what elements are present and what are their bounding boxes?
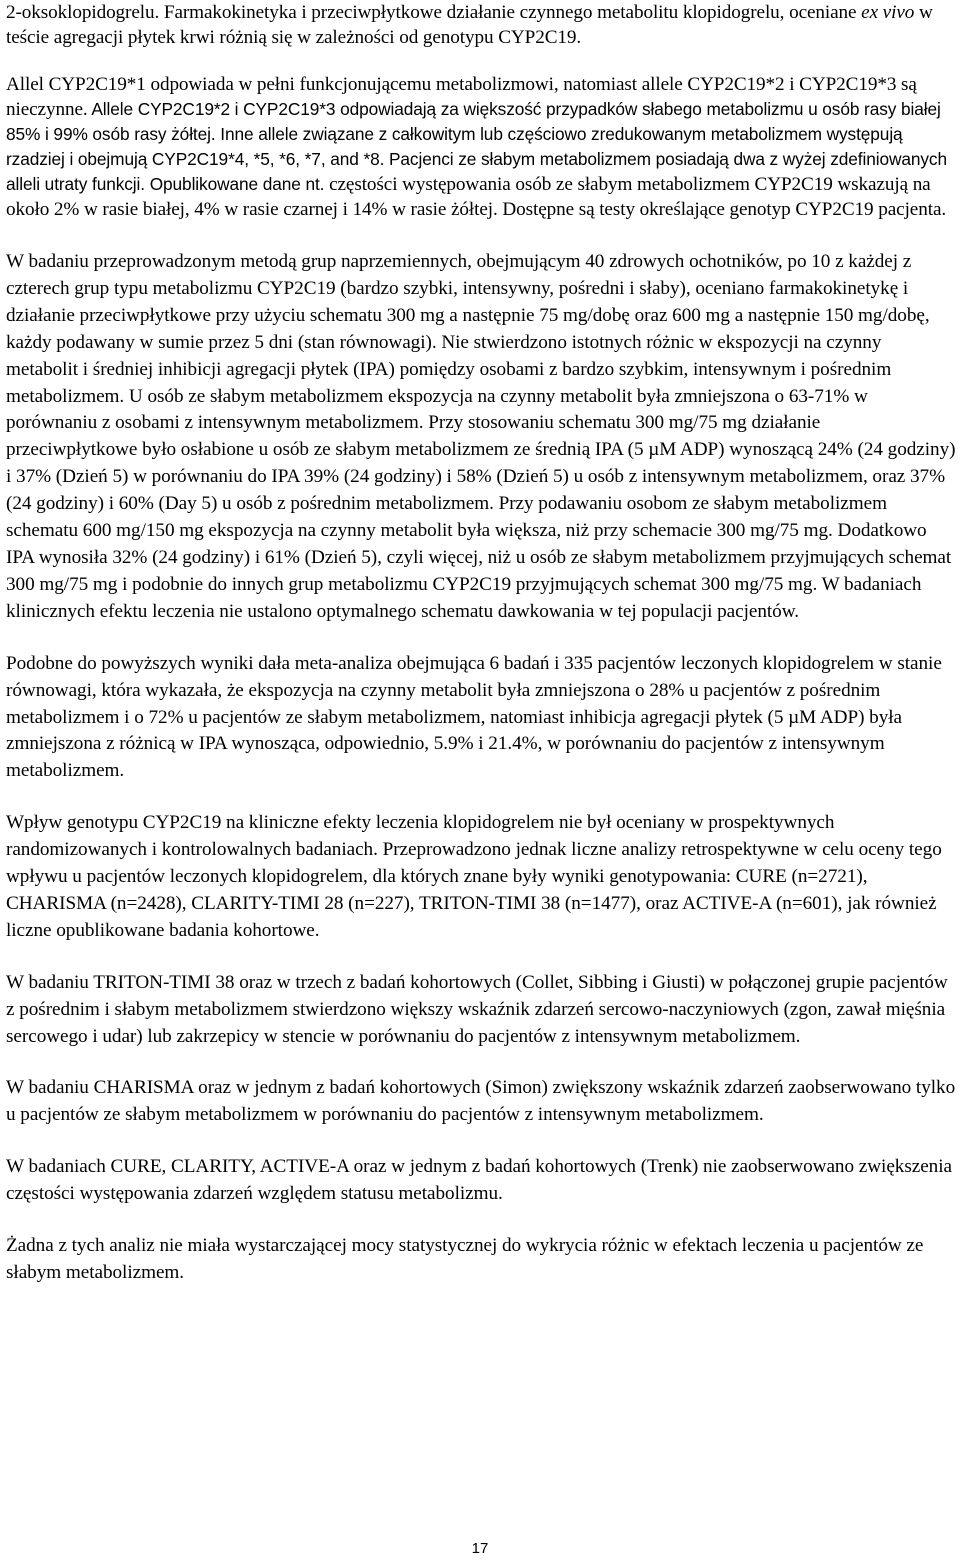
- paragraph-pharmacokinetics-intro: [6, 0, 956, 50]
- paragraph-meta-analysis: Podobne do powyższych wyniki dała meta-analiza obejmująca 6 badań i 335 pacjentów leczonych klopidogrelem w stanie równowagi, która wykazała, że ekspozycja na czynny metabolit była zmniejszona o 28% u pacjentów z pośrednim metabolizmem i o 72% u pacjentów ze słabym metabolizmem, natomiast inhibicja agregacji płytek (5 µM ADP) była zmniejszona z różnicą w IPA wynosząca, odpowiednio, 5.9% i 21.4%, w porównaniu do pacjentów z intensywnym metabolizmem.: [6, 652, 942, 782]
- paragraph-text: częstości występowania osób ze słabym metabolizmem CYP2C19 wskazują na około 2% w rasie białej, 4% w rasie czarnej i 14% w rasie żółtej. Dostępne są testy określające genotyp CYP2C19 pacjenta.: [6, 174, 947, 220]
- paragraph-text: Allele CYP2C19*2 i CYP2C19*3 odpowiadają za większość przypadków słabego metabolizmu u osób rasy białej 85% i 99% osób rasy żółtej. Inne allele związane z całkowitym lub częściowo zredukowanym metabolizmem występują rzadziej i obejmują CYP2C19*4, *5, *6, *7, and *8. Pacjenci ze słabym metabolizmem posiadają dwa z wyżej zdefiniowanych alleli utraty funkcji. Opublikowane dane nt.: [6, 99, 947, 194]
- paragraph-triton-timi: W badaniu TRITON-TIMI 38 oraz w trzech z badań kohortowych (Collet, Sibbing i Giusti) w połączonej grupie pacjentów z pośrednim i słabym metabolizmem stwierdzono większy wskaźnik zdarzeń sercowo-naczyniowych (zgon, zawał mięśnia sercowego i udar) lub zakrzepicy w stencie w porównaniu do pacjentów z intensywnym metabolizmem.: [6, 971, 948, 1047]
- italic-term: ex vivo: [861, 2, 915, 23]
- paragraph-allele-description: [6, 72, 956, 222]
- page-number: 17: [471, 1540, 489, 1557]
- paragraph-cure-clarity: W badaniach CURE, CLARITY, ACTIVE-A oraz w jednym z badań kohortowych (Trenk) nie zaobserwowano zwiększenia częstości występowania zdarzeń względem statusu metabolizmu.: [6, 1156, 952, 1205]
- body-text-block: [6, 249, 956, 1287]
- paragraph-text: w teście agregacji płytek krwi różnią się w zależności od genotypu CYP2C19.: [6, 2, 933, 48]
- paragraph-charisma: W badaniu CHARISMA oraz w jednym z badań kohortowych (Simon) zwiększony wskaźnik zdarzeń zaobserwowano tylko u pacjentów ze słabym metabolizmem w porównaniu do pacjentów z intensywnym metabolizmem.: [6, 1077, 956, 1126]
- paragraph-text: Allel CYP2C19*1 odpowiada w pełni funkcjonującemu metabolizmowi, natomiast allele CYP2C19*2 i CYP2C19*3 są nieczynne.: [6, 74, 917, 120]
- paragraph-conclusion: Żadna z tych analiz nie miała wystarczającej mocy statystycznej do wykrycia różnic w efektach leczenia u pacjentów ze słabym metabolizmem.: [6, 1235, 924, 1283]
- paragraph-crossover-study: W badaniu przeprowadzonym metodą grup naprzemiennych, obejmującym 40 zdrowych ochotników, po 10 z każdej z czterech grup typu metabolizmu CYP2C19 (bardzo szybki, intensywny, pośredni i słaby), oceniano farmakokinetykę i działanie przeciwpłytkowe przy użyciu schematu 300 mg a następnie 75 mg/dobę oraz 600 mg a następnie 150 mg/dobę, każdy podawany w sumie przez 5 dni (stan równowagi). Nie stwierdzono istotnych różnic w ekspozycji na czynny metabolit i średniej inhibicji agregacji płytek (IPA) pomiędzy osobami z bardzo szybkim, intensywnym i pośrednim metabolizmem. U osób ze słabym metabolizmem ekspozycja na czynny metabolit była zmniejszona o 63-71% w porównaniu z osobami z intensywnym metabolizmem. Przy stosowaniu schematu 300 mg/75 mg działanie przeciwpłytkowe było osłabione u osób ze słabym metabolizmem ze średnią IPA (5 µM ADP) wynoszącą 24% (24 godziny) i 37% (Dzień 5) w porównaniu do IPA 39% (24 godziny) i 58% (Dzień 5) u osób z intensywnym metabolizmem, oraz 37% (24 godziny) i 60% (Day 5) u osób z pośrednim metabolizmem. Przy podawaniu osobom ze słabym metabolizmem schematu 600 mg/150 mg ekspozycja na czynny metabolit była większa, niż przy schemacie 300 mg/75 mg. Dodatkowo IPA wynosiła 32% (24 godziny) i 61% (Dzień 5), czyli więcej, niż u osób ze słabym metabolizmem przyjmujących schemat 300 mg/75 mg i podobnie do innych grup metabolizmu CYP2C19 przyjmujących schemat 300 mg/75 mg. W badaniach klinicznych efektu leczenia nie ustalono optymalnego schematu dawkowania w tej populacji pacjentów.: [6, 251, 956, 622]
- document-page: [6, 0, 956, 1287]
- paragraph-genotype-impact: Wpływ genotypu CYP2C19 na kliniczne efekty leczenia klopidogrelem nie był oceniany w prospektywnych randomizowanych i kontrolowalnych badaniach. Przeprowadzono jednak liczne analizy retrospektywne w celu oceny tego wpływu u pacjentów leczonych klopidogrelem, dla których znane były wyniki genotypowania: CURE (n=2721), CHARISMA (n=2428), CLARITY-TIMI 28 (n=227), TRITON-TIMI 38 (n=1477), oraz ACTIVE-A (n=601), jak również liczne opublikowane badania kohortowe.: [6, 812, 942, 941]
- paragraph-text: 2-oksoklopidogrelu. Farmakokinetyka i przeciwpłytkowe działanie czynnego metabolitu klopidogrelu, oceniane: [6, 2, 862, 23]
